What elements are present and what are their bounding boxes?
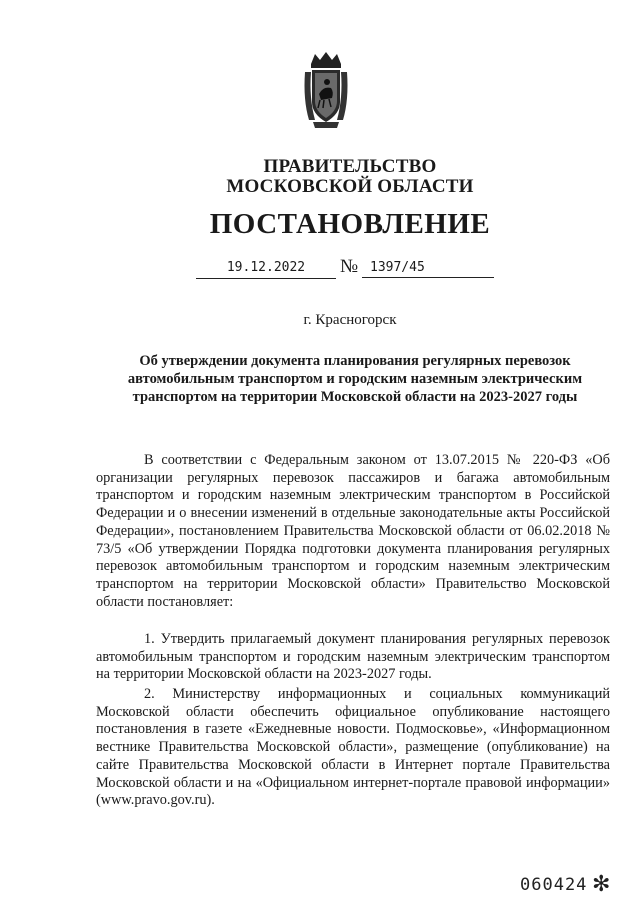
serial-number: 060424 [520, 875, 588, 895]
coat-of-arms-emblem [301, 50, 351, 132]
body-paragraph-2: 1. Утвердить прилагаемый документ планирования регулярных перевозок автомобильным транспортом и городским наземным электрическим транспортом на территории Московской области на 2023-2027 годы. [96, 631, 610, 683]
authority-name-line2: МОСКОВСКОЙ ОБЛАСТИ [226, 176, 474, 197]
document-type-heading: ПОСТАНОВЛЕНИЕ [209, 208, 491, 240]
city-location: г. Красногорск [303, 312, 397, 328]
body-paragraph-1: В соответствии с Федеральным законом от 13.07.2015 № 220-ФЗ «Об организации регулярных перевозок пассажиров и багажа автомобильным транспортом и городским наземным электрическим транспортом в Российской Федерации и о внесении изменений в отдельные законодательные акты Российской Федерации», постановлением Правительства Московской области от 06.02.2018 № 73/5 «Об утверждении Порядка подготовки документа планирования регулярных перевозок автомобильным транспортом и городским наземным электрическим транспортом на территории Московской области» Правительство Московской области постановляет: [96, 452, 610, 610]
document-title: Об утверждении документа планирования регулярных перевозок автомобильным транспортом и городским наземным электрическим транспортом на территории Московской области на 2023-2027 годы [127, 353, 583, 405]
authority-name-line1: ПРАВИТЕЛЬСТВО [263, 156, 437, 177]
body-paragraph-3: 2. Министерству информационных и социальных коммуникаций Московской области обеспечить официальное опубликование настоящего постановления в газете «Ежедневные новости. Подмосковье», «Информационном вестнике Правительства Московской области», размещение (опубликование) на сайте Правительства Московской области в Интернет портале Правительства Московской области и на «Официальном интернет-портале правовой информации» (www.pravo.gov.ru). [96, 686, 610, 809]
star-mark-icon: ✻ [592, 871, 611, 896]
document-date: 19.12.2022 [196, 258, 336, 279]
number-sign: № [340, 256, 359, 277]
document-number: 1397/45 [362, 258, 494, 278]
